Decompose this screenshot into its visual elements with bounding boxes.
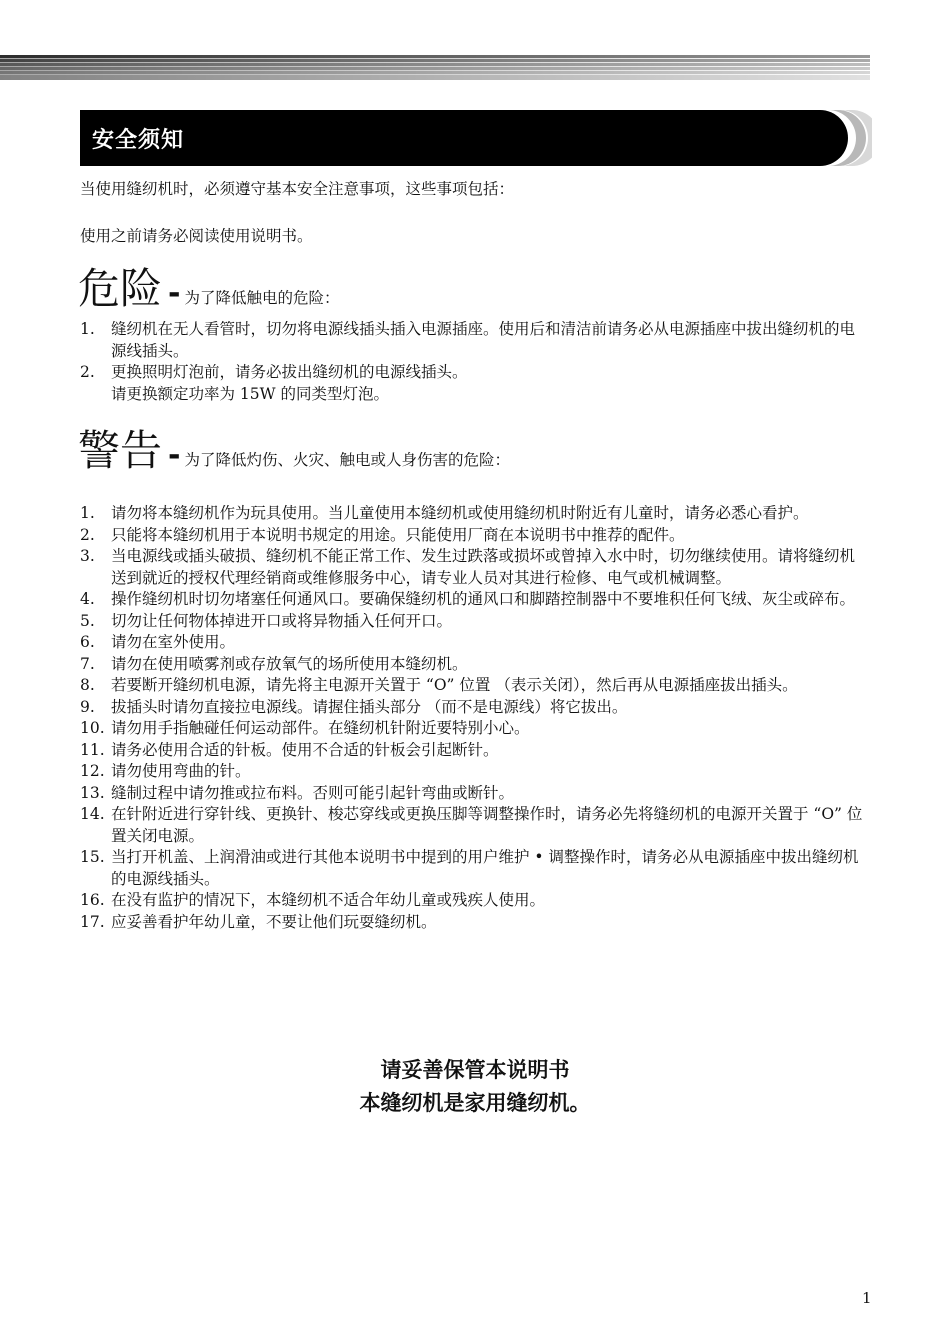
list-item-number: 17. (80, 912, 105, 931)
list-item (80, 589, 870, 611)
list-item (80, 675, 870, 697)
list-item-text: 若要断开缝纫机电源，请先将主电源开关置于 “O” 位置 （表示关闭），然后再从电源插座拔出插头。 (111, 676, 798, 694)
warning-heading (78, 427, 510, 484)
footer-notice-2: 本缝纫机是家用缝纫机。 (359, 1091, 591, 1115)
list-item-text: 请勿在室外使用。 (111, 633, 236, 651)
list-item-number: 3. (80, 547, 95, 565)
list-item-number: 1. (80, 320, 95, 338)
list-item-number: 8. (80, 676, 95, 694)
page-title: 安全须知 (92, 128, 185, 153)
list-item (80, 718, 870, 740)
warning-list (80, 503, 870, 933)
danger-heading (78, 265, 339, 322)
header-stripe-shading (0, 55, 870, 80)
list-item (80, 654, 870, 676)
intro-line-1: 当使用缝纫机时，必须遵守基本安全注意事项，这些事项包括： (80, 180, 515, 198)
list-item-number: 11. (80, 740, 105, 759)
intro-line-2: 使用之前请务必阅读使用说明书。 (80, 227, 313, 245)
list-item (80, 783, 870, 805)
list-item (80, 611, 870, 633)
danger-dash: - (168, 276, 181, 311)
list-item-text: 操作缝纫机时切勿堵塞任何通风口。要确保缝纫机的通风口和脚踏控制器中不要堆积任何飞绒、灰尘或碎布。 (111, 590, 856, 608)
danger-list (80, 319, 870, 405)
list-item (80, 847, 870, 890)
list-item-text: 当打开机盖、上润滑油或进行其他本说明书中提到的用户维护 • 调整操作时，请务必从电源插座中拔出缝纫机的电源线插头。 (111, 848, 859, 888)
list-item (80, 761, 870, 783)
footer-notice-1: 请妥善保管本说明书 (380, 1058, 570, 1082)
list-item-text: 更换照明灯泡前，请务必拔出缝纫机的电源线插头。 请更换额定功率为 15W 的同类型灯泡。 (111, 363, 468, 403)
list-item-text: 当电源线或插头破损、缝纫机不能正常工作、发生过跌落或损坏或曾掉入水中时，切勿继续使用。请将缝纫机送到就近的授权代理经销商或维修服务中心，请专业人员对其进行检修、电气或机械调整。 (111, 547, 856, 587)
banner-arc-decoration (790, 110, 872, 166)
list-item-text: 请务必使用合适的针板。使用不合适的针板会引起断针。 (111, 740, 499, 759)
section-title-banner (80, 110, 820, 166)
list-item (80, 503, 870, 525)
list-item-text: 在针附近进行穿针线、更换针、梭芯穿线或更换压脚等调整操作时，请务必先将缝纫机的电源开关置于 “O” 位置关闭电源。 (111, 805, 863, 845)
list-item-text: 在没有监护的情况下，本缝纫机不适合年幼儿童或残疾人使用。 (111, 891, 546, 909)
list-item-number: 1. (80, 504, 95, 522)
list-item-text: 请勿将本缝纫机作为玩具使用。当儿童使用本缝纫机或使用缝纫机时附近有儿童时，请务必悉心看护。 (111, 504, 809, 522)
list-item-text: 缝制过程中请勿推或拉布料。否则可能引起针弯曲或断针。 (111, 783, 515, 802)
list-item-text: 请勿使用弯曲的针。 (111, 762, 251, 780)
list-item-text: 请勿用手指触碰任何运动部件。在缝纫机针附近要特别小心。 (111, 719, 530, 737)
list-item-number: 7. (80, 654, 95, 673)
list-item (80, 890, 870, 912)
list-item-text: 请勿在使用喷雾剂或存放氧气的场所使用本缝纫机。 (111, 654, 468, 673)
list-item-text: 缝纫机在无人看管时，切勿将电源线插头插入电源插座。使用后和清洁前请务必从电源插座中拔出缝纫机的电源线插头。 (111, 320, 856, 360)
danger-subtitle: 为了降低触电的危险： (184, 289, 340, 307)
list-item-text: 拔插头时请勿直接拉电源线。请握住插头部分 （而不是电源线）将它拔出。 (111, 697, 628, 716)
list-item-number: 2. (80, 525, 95, 544)
list-item-number: 13. (80, 783, 105, 802)
list-item (80, 697, 870, 719)
list-item-number: 16. (80, 891, 105, 909)
list-item-number: 10. (80, 719, 105, 737)
list-item-number: 2. (80, 363, 95, 381)
warning-heading-label: 警告 (78, 426, 163, 475)
list-item-number: 9. (80, 697, 95, 716)
list-item-text: 切勿让任何物体掉进开口或将异物插入任何开口。 (111, 611, 453, 630)
list-item-number: 15. (80, 848, 105, 866)
list-item-number: 12. (80, 762, 105, 780)
list-item-number: 4. (80, 590, 95, 608)
danger-heading-label: 危险 (78, 264, 163, 313)
warning-subtitle: 为了降低灼伤、火灾、触电或人身伤害的危险： (184, 451, 510, 469)
list-item-text: 只能将本缝纫机用于本说明书规定的用途。只能使用厂商在本说明书中推荐的配件。 (111, 525, 685, 544)
list-item (80, 362, 870, 405)
list-item-text: 应妥善看护年幼儿童，不要让他们玩耍缝纫机。 (111, 912, 437, 931)
list-item-number: 14. (80, 805, 105, 823)
list-item-number: 5. (80, 611, 95, 630)
list-item (80, 804, 870, 847)
list-item (80, 740, 870, 762)
list-item (80, 319, 870, 362)
list-item (80, 546, 870, 589)
list-item (80, 632, 870, 654)
page-number: 1 (862, 1289, 872, 1307)
list-item-number: 6. (80, 633, 95, 651)
list-item (80, 525, 870, 547)
warning-dash: - (168, 438, 181, 473)
list-item (80, 912, 870, 934)
